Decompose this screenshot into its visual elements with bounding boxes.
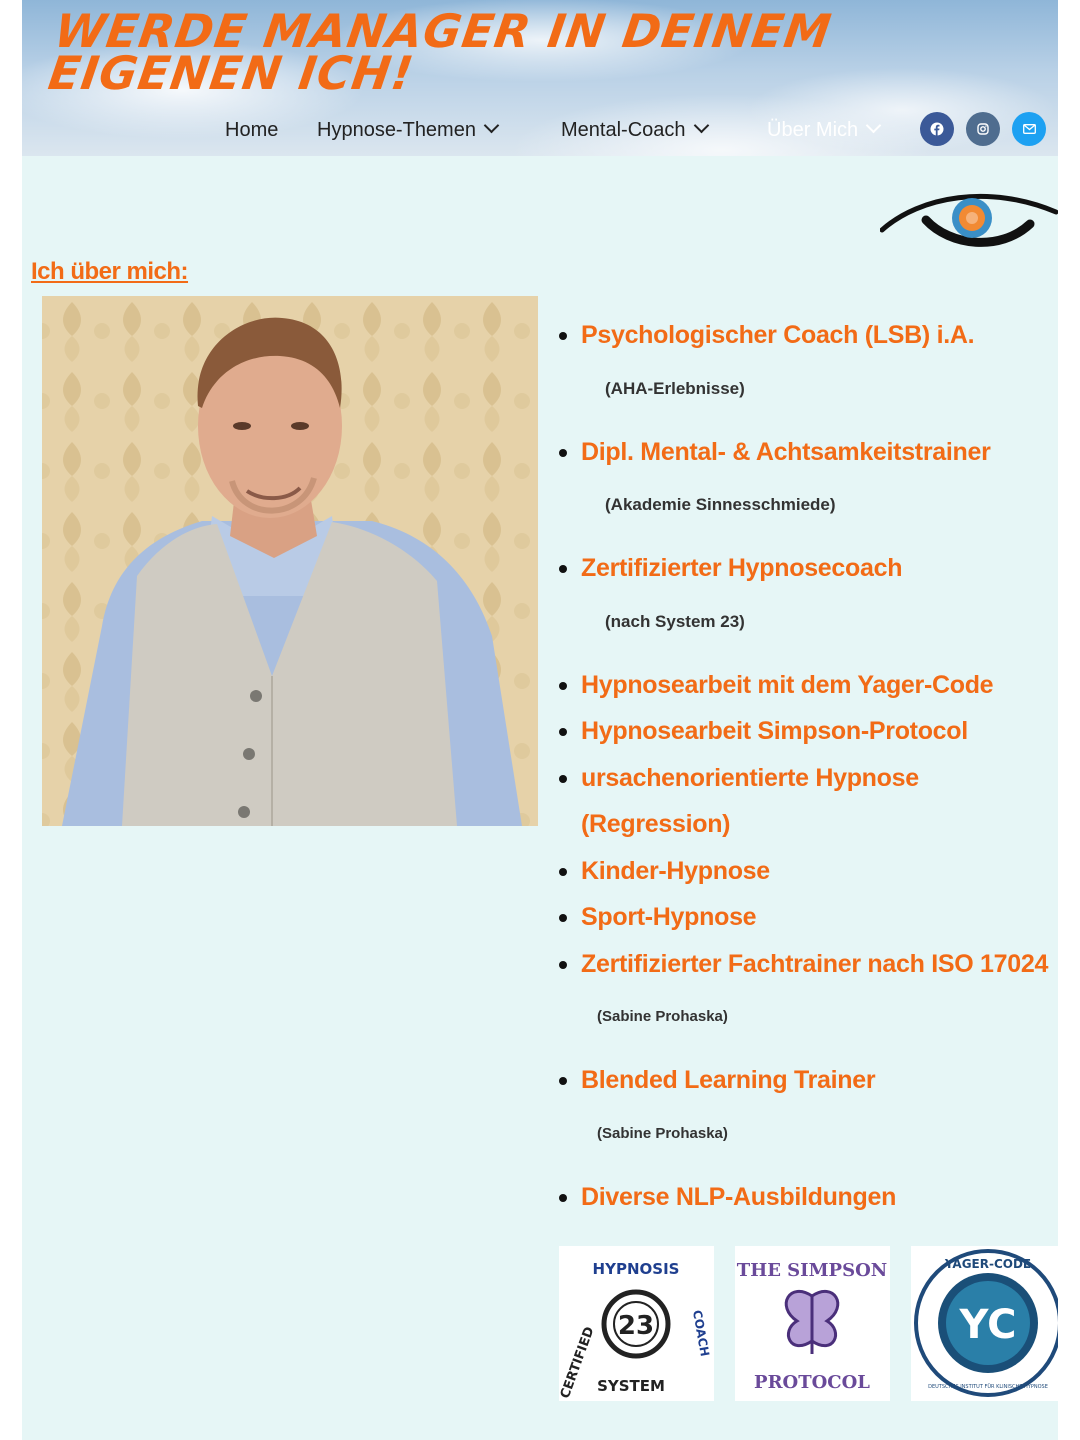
simpson-top: THE SIMPSON	[736, 1260, 888, 1281]
system23-left: CERTIFIED	[559, 1325, 598, 1401]
simpson-bottom: PROTOCOL	[754, 1372, 870, 1393]
bullet-icon	[559, 682, 567, 690]
qualification-item	[556, 1057, 1056, 1144]
qualification-title: ursachenorientierte Hypnose (Regression)	[581, 763, 919, 838]
certification-logos	[559, 1246, 1058, 1402]
bullet-icon	[559, 565, 567, 573]
chevron-down-icon	[484, 118, 500, 134]
page	[22, 0, 1058, 1440]
qualification-item	[556, 545, 1056, 632]
qualification-item	[556, 755, 1056, 848]
qualification-title: Dipl. Mental- & Achtsamkeitstrainer	[581, 437, 991, 466]
bullet-icon	[559, 332, 567, 340]
nav-mental-coach[interactable]	[561, 116, 707, 144]
yager-top: YAGER-CODE	[944, 1257, 1032, 1271]
qualification-item	[556, 312, 1056, 399]
qualification-subtitle: (Sabine Prohaska)	[597, 1124, 728, 1142]
bullet-icon	[559, 914, 567, 922]
bullet-icon	[559, 868, 567, 876]
chevron-down-icon	[693, 118, 709, 134]
yager-ring: DEUTSCHES INSTITUT FÜR KLINISCHE HYPNOSE	[928, 1384, 1048, 1390]
portrait-photo	[42, 296, 538, 826]
nav-ueber-mich-label: Über Mich	[767, 119, 859, 141]
qualification-title: Diverse NLP-Ausbildungen	[581, 1182, 897, 1211]
main-nav	[22, 116, 1058, 146]
qualification-item	[556, 848, 1056, 895]
system23-right: COACH	[689, 1309, 712, 1358]
facebook-icon[interactable]	[920, 112, 954, 146]
nav-ueber-mich[interactable]	[767, 116, 879, 144]
system23-number: 23	[617, 1311, 655, 1341]
eye-icon	[880, 184, 1058, 254]
yager-code-logo	[911, 1246, 1058, 1401]
chevron-down-icon	[866, 118, 882, 134]
bullet-icon	[559, 775, 567, 783]
qualification-item	[556, 941, 1056, 1028]
qualification-title: Zertifizierter Hypnosecoach	[581, 554, 903, 582]
qualification-title: Blended Learning Trainer	[581, 1066, 876, 1094]
nav-home[interactable]	[225, 116, 278, 144]
bullet-icon	[559, 1077, 567, 1085]
bullet-icon	[559, 1194, 567, 1202]
bullet-icon	[559, 449, 567, 457]
qualification-title: Psychologischer Coach (LSB) i.A.	[581, 321, 975, 349]
qualification-item	[556, 708, 1056, 755]
system23-bottom: SYSTEM	[597, 1377, 665, 1395]
qualification-subtitle: (nach System 23)	[605, 611, 745, 631]
qualification-title: Zertifizierter Fachtrainer nach ISO 17024	[581, 949, 1049, 978]
system23-top: HYPNOSIS	[592, 1260, 680, 1278]
section-title[interactable]: Ich über mich:	[31, 258, 189, 285]
qualification-title: Sport-Hypnose	[581, 903, 757, 931]
qualification-item	[556, 894, 1056, 941]
instagram-icon[interactable]	[966, 112, 1000, 146]
yager-initials: YC	[959, 1302, 1017, 1348]
qualification-subtitle: (AHA-Erlebnisse)	[605, 378, 745, 398]
qualification-title: Hypnosearbeit mit dem Yager-Code	[581, 670, 994, 699]
simpson-protocol-logo	[735, 1246, 890, 1401]
qualification-item	[556, 662, 1056, 709]
nav-hypnose-themen-label: Hypnose-Themen	[317, 119, 476, 141]
bullet-icon	[559, 961, 567, 969]
qualification-title: Kinder-Hypnose	[581, 856, 770, 885]
qualification-subtitle: (Akademie Sinnesschmiede)	[605, 495, 836, 514]
qualification-subtitle: (Sabine Prohaska)	[597, 1008, 728, 1025]
qualification-list	[556, 312, 1056, 1220]
site-header	[22, 0, 1058, 156]
qualification-title: Hypnosearbeit Simpson-Protocol	[581, 717, 968, 745]
qualification-item	[556, 1174, 1056, 1221]
nav-home-label: Home	[225, 119, 279, 141]
bullet-icon	[559, 728, 567, 736]
nav-hypnose-themen[interactable]	[317, 116, 497, 144]
qualification-item	[556, 429, 1056, 516]
system23-logo	[559, 1246, 714, 1401]
mail-icon[interactable]	[1012, 112, 1046, 146]
nav-mental-coach-label: Mental-Coach	[561, 119, 686, 141]
site-title[interactable]: WERDE MANAGER IN DEINEM EIGENEN ICH!	[45, 4, 836, 100]
